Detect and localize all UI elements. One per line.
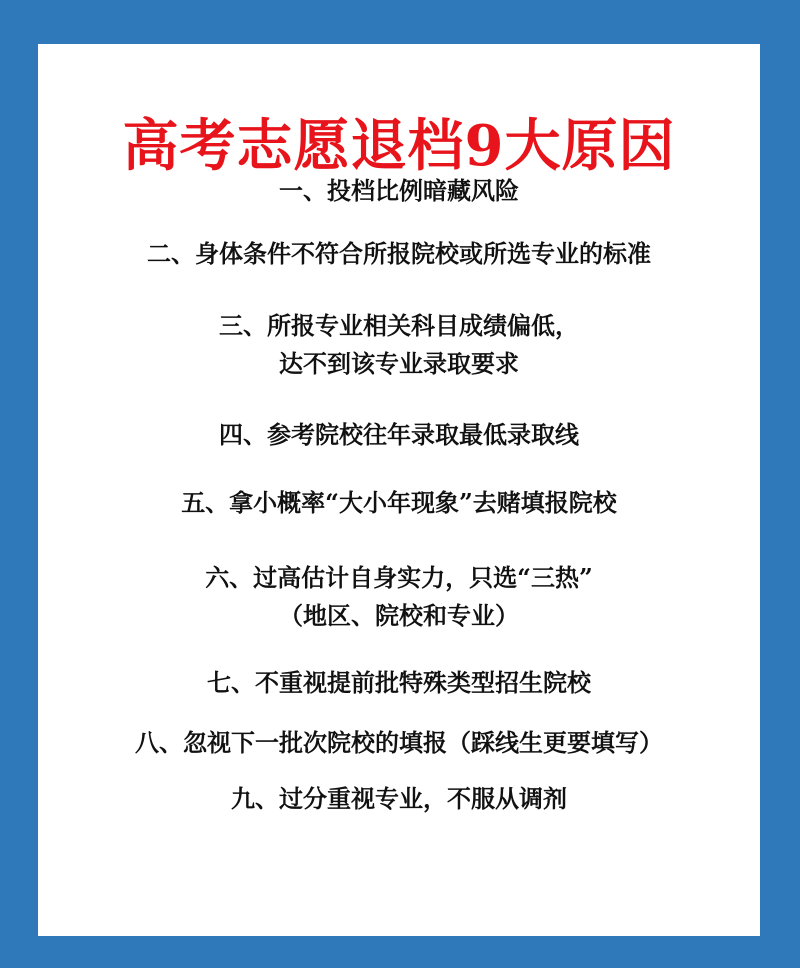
reason-line: 三、所报专业相关科目成绩偏低， <box>219 311 579 340</box>
reason-line: 五、拿小概率“大小年现象”去赌填报院校 <box>181 488 617 517</box>
reasons-list <box>38 44 760 936</box>
reason-line: 二、身体条件不符合所报院校或所选专业的标准 <box>147 239 651 268</box>
reason-item-9 <box>38 780 760 818</box>
reason-item-7 <box>38 664 760 702</box>
reason-line: 七、不重视提前批特殊类型招生院校 <box>207 668 591 697</box>
reason-line: 六、过高估计自身实力，只选“三热” <box>205 563 593 592</box>
reason-line: （地区、院校和专业） <box>279 601 519 630</box>
reason-item-8 <box>38 724 760 762</box>
reason-item-6 <box>38 559 760 635</box>
reason-item-5 <box>38 484 760 522</box>
reason-line: 九、过分重视专业，不服从调剂 <box>231 784 567 813</box>
page-title: 高考志愿退档9大原因 <box>122 113 676 179</box>
reason-line: 四、参考院校往年录取最低录取线 <box>219 420 579 449</box>
reason-item-4 <box>38 416 760 454</box>
reason-item-1 <box>38 172 760 210</box>
reason-line: 八、忽视下一批次院校的填报（踩线生更要填写） <box>135 728 663 757</box>
reason-line: 达不到该专业录取要求 <box>279 349 519 378</box>
content-card <box>38 44 760 936</box>
reason-item-3 <box>38 307 760 383</box>
reason-item-2 <box>38 235 760 273</box>
reason-line: 一、投档比例暗藏风险 <box>279 176 519 205</box>
